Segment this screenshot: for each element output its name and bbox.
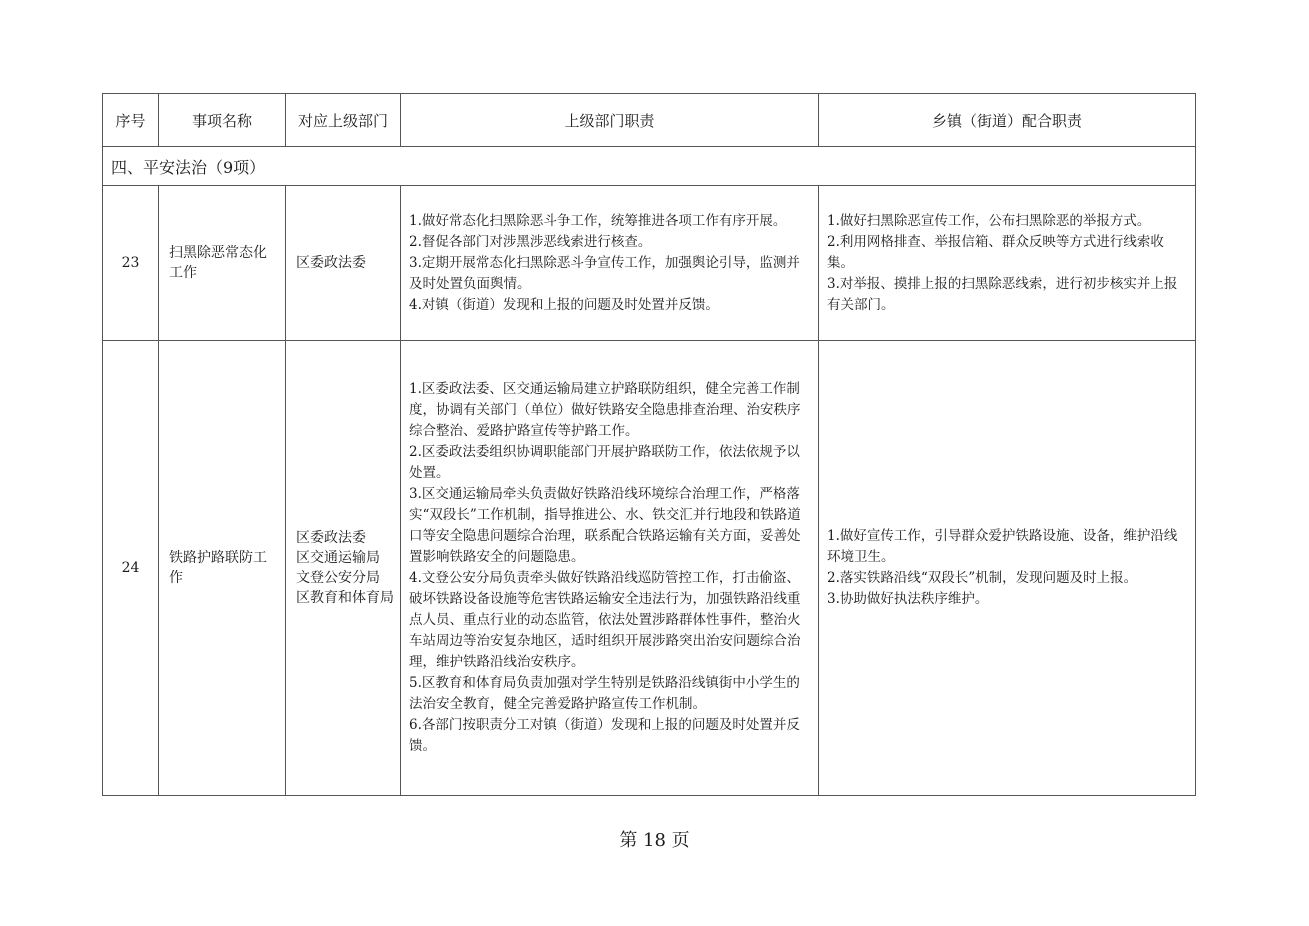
superior-duty-line: 3.定期开展常态化扫黑除恶斗争宣传工作，加强舆论引导，监测并及时处置负面舆情。 (409, 254, 800, 292)
header-town-duties: 乡镇（街道）配合职责 (819, 94, 1196, 147)
town-duties-cell (819, 341, 1196, 796)
superior-duties-cell (401, 186, 819, 341)
table-row (103, 186, 1196, 341)
town-duty-line: 2.落实铁路沿线“双段长”机制，发现问题及时上报。 (827, 570, 1138, 586)
header-number: 序号 (103, 94, 159, 147)
superior-duty-line: 1.做好常态化扫黑除恶斗争工作，统筹推进各项工作有序开展。 (409, 212, 787, 229)
section-row (103, 147, 1196, 186)
town-duty-line: 1.做好宣传工作，引导群众爱护铁路设施、设备，维护沿线环境卫生。 (827, 528, 1178, 565)
town-duty-line: 2.利用网格排查、举报信箱、群众反映等方式进行线索收集。 (827, 233, 1164, 271)
superior-duty-line: 2.区委政法委组织协调职能部门开展护路联防工作，依法依规予以处置。 (409, 444, 800, 481)
header-superior-duties: 上级部门职责 (401, 94, 819, 147)
superior-duty-line: 6.各部门按职责分工对镇（街道）发现和上报的问题及时处置并反馈。 (409, 717, 800, 754)
town-duty-line: 3.协助做好执法秩序维护。 (827, 591, 989, 607)
superior-duty-line: 2.督促各部门对涉黑涉恶线索进行核查。 (409, 233, 652, 250)
row-number: 23 (103, 186, 159, 341)
superior-duty-line: 1.区委政法委、区交通运输局建立护路联防组织，健全完善工作制度，协调有关部门（单位）做好铁路安全隐患排查治理、治安秩序综合整治、爱路护路宣传等护路工作。 (409, 381, 801, 439)
town-duty-line: 3.对举报、摸排上报的扫黑除恶线索，进行初步核实并上报有关部门。 (827, 275, 1178, 313)
superior-duties-cell (401, 341, 819, 796)
superior-duty-line: 3.区交通运输局牵头负责做好铁路沿线环境综合治理工作，严格落实“双段长”工作机制，指导推进公、水、铁交汇并行地段和铁路道口等安全隐患问题综合治理，联系配合铁路运输有关方面，妥善处置影响铁路安全的问题隐患。 (409, 486, 801, 565)
town-duties-cell (819, 186, 1196, 341)
superior-department: 区委政法委 区交通运输局 文登公安分局 区教育和体育局 (286, 341, 401, 796)
row-number: 24 (103, 341, 159, 796)
duties-table (102, 93, 1196, 796)
table-header-row (103, 94, 1196, 147)
section-title: 四、平安法治（9项） (103, 147, 1196, 186)
table-row (103, 341, 1196, 796)
superior-duty-line: 4.对镇（街道）发现和上报的问题及时处置并反馈。 (409, 296, 719, 313)
header-item-name: 事项名称 (159, 94, 286, 147)
item-name: 扫黑除恶常态化工作 (159, 186, 286, 341)
town-duty-line: 1.做好扫黑除恶宣传工作，公布扫黑除恶的举报方式。 (827, 212, 1151, 229)
item-name: 铁路护路联防工作 (159, 341, 286, 796)
superior-duty-line: 5.区教育和体育局负责加强对学生特别是铁路沿线镇街中小学生的法治安全教育，健全完善爱路护路宣传工作机制。 (409, 675, 800, 712)
superior-duty-line: 4.文登公安分局负责牵头做好铁路沿线巡防管控工作，打击偷盗、破坏铁路设备设施等危害铁路运输安全违法行为，加强铁路沿线重点人员、重点行业的动态监管，依法处置涉路群体性事件，整治火车站周边等治安复杂地区，适时组织开展涉路突出治安问题综合治理，维护铁路沿线治安秩序。 (409, 570, 801, 670)
header-superior-department: 对应上级部门 (286, 94, 401, 147)
superior-department: 区委政法委 (286, 186, 401, 341)
page-number: 第 18 页 (619, 830, 690, 851)
